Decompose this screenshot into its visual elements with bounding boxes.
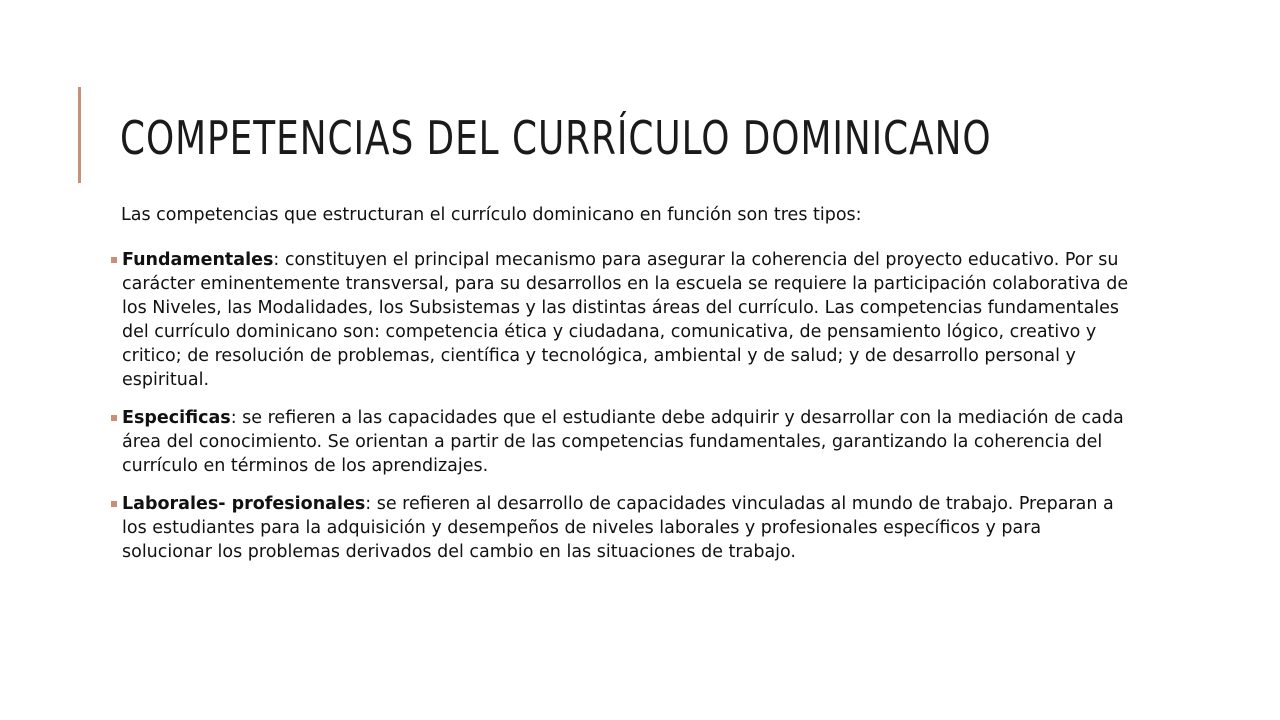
title-accent-bar bbox=[78, 87, 81, 183]
bullet-term: Especificas bbox=[122, 408, 231, 428]
square-bullet-icon bbox=[111, 501, 117, 507]
bullet-text: : constituyen el principal mecanismo para asegurar la coherencia del proyecto educativo. Por su carácter eminentemente transversal, para su desarrollos en la escuela se requiere la participación colaborativa de los Niveles, las Modalidades, los Subsistemas y las distintas áreas del currículo. Las competencias fundamentales del currículo dominicano son: competencia ética y ciudadana, comunicativa, de pensamiento lógico, creativo y critico; de resolución de problemas, científica y tecnológica, ambiental y de salud; y de desarrollo personal y espiritual. bbox=[122, 250, 1129, 390]
slide-title: COMPETENCIAS DEL CURRÍCULO DOMINICANO bbox=[120, 111, 992, 165]
bullet-term: Fundamentales bbox=[122, 250, 274, 270]
bullet-text: : se refieren a las capacidades que el estudiante debe adquirir y desarrollar con la mediación de cada área del conocimiento. Se orientan a partir de las competencias fundamentales, garantizando la coherencia del currículo en términos de los aprendizajes. bbox=[122, 408, 1124, 476]
square-bullet-icon bbox=[111, 257, 117, 263]
competency-list bbox=[111, 248, 1131, 578]
bullet-laborales bbox=[111, 492, 1131, 564]
square-bullet-icon bbox=[111, 415, 117, 421]
intro-text: Las competencias que estructuran el currículo dominicano en función son tres tipos: bbox=[121, 205, 862, 225]
bullet-text: : se refieren al desarrollo de capacidades vinculadas al mundo de trabajo. Preparan a los estudiantes para la adquisición y desempeños de niveles laborales y profesionales específicos y para solucionar los problemas derivados del cambio en las situaciones de trabajo. bbox=[122, 494, 1114, 562]
bullet-term: Laborales- profesionales bbox=[122, 494, 366, 514]
bullet-fundamentales bbox=[111, 248, 1131, 392]
bullet-especificas bbox=[111, 406, 1131, 478]
